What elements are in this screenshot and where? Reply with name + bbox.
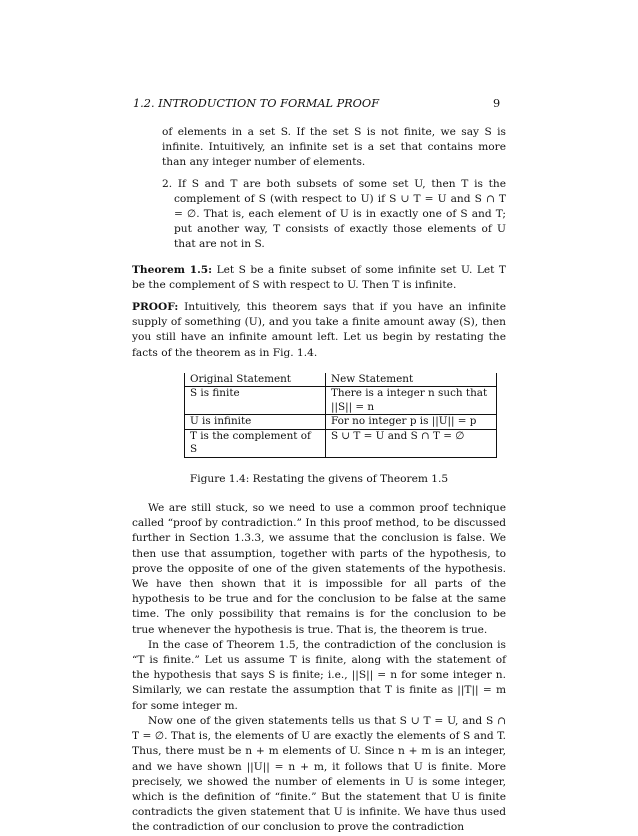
table-cell: For no integer p is ||U|| = p — [326, 415, 497, 430]
theorem-text: Let S be a finite subset of some infinite set U. Let T be the complement of S with respect to U. Then T is infinite. — [132, 263, 506, 291]
table-header-row — [185, 373, 497, 387]
table-cell: T is the complement of S — [185, 429, 326, 457]
table-cell: U is infinite — [185, 415, 326, 430]
table-row — [185, 387, 497, 415]
body-paragraph: We are still stuck, so we need to use a common proof technique called “proof by contradiction.” In this proof method, to be discussed further in Section 1.3.3, we assume that the conclusion is false. We then use that assumption, together with parts of the hypothesis, to prove the opposite of one of the given statements of the hypothesis. We have then shown that it is impossible for all parts of the hypothesis to be true and for the conclusion to be false at the same time. The only possibility that remains is for the conclusion to be true whenever the hypothesis is true. That is, the theorem is true. — [132, 502, 506, 636]
running-header: 1.2. INTRODUCTION TO FORMAL PROOF — [133, 97, 380, 110]
table-row — [185, 415, 497, 430]
table-row — [185, 429, 497, 457]
table-cell: S ∪ T = U and S ∩ T = ∅ — [326, 429, 497, 457]
page-number: 9 — [493, 97, 501, 110]
givens-table — [184, 373, 497, 458]
proof-label: PROOF: — [132, 301, 179, 314]
list-item-2: 2. If S and T are both subsets of some set U, then T is the complement of S (with respect to U) if S ∪ T = U and S ∩ T = ∅. That is, each element of U is in exactly one of S and T; put another way, T consists of exactly those elements of U that are not in S. — [162, 177, 506, 251]
proof-paragraph — [132, 300, 506, 361]
theorem-label: Theorem 1.5: — [132, 263, 213, 276]
proof-text: Intuitively, this theorem says that if you have an infinite supply of something (U), and you take a finite amount away (S), then you still have an infinite amount left. Let us begin by restating the facts of the theorem as in Fig. 1.4. — [132, 301, 506, 359]
theorem-statement — [132, 263, 506, 293]
body-paragraph: In the case of Theorem 1.5, the contradiction of the conclusion is “T is finite.” Let us assume T is finite, along with the statement of the hypothesis that says S is finite; i.e., ||S|| = n for some integer n. Similarly, we can restate the assumption that T is finite as ||T|| = m for some integer m. — [132, 638, 506, 712]
table-header-new: New Statement — [326, 373, 497, 387]
givens-table-wrapper — [184, 373, 506, 458]
page-body — [132, 125, 506, 836]
body-paragraph: Now one of the given statements tells us that S ∪ T = U, and S ∩ T = ∅. That is, the elements of U are exactly the elements of S and T. Thus, there must be n + m elements of U. Since n + m is an integer, and we have shown ||U|| = n + m, it follows that U is finite. More precisely, we showed the number of elements in U is some integer, which is the definition of “finite.” But the statement that U is finite contradicts the given statement that U is infinite. We have thus used the contradiction of our conclusion to prove the contradiction — [132, 714, 506, 834]
table-cell: S is finite — [185, 387, 326, 415]
figure-caption: Figure 1.4: Restating the givens of Theorem 1.5 — [189, 472, 449, 485]
table-header-original: Original Statement — [185, 373, 326, 387]
continuation-paragraph: of elements in a set S. If the set S is not finite, we say S is infinite. Intuitively, an infinite set is a set that contains more than any integer number of elements. — [162, 126, 506, 169]
table-cell: There is a integer n such that ||S|| = n — [326, 387, 497, 415]
